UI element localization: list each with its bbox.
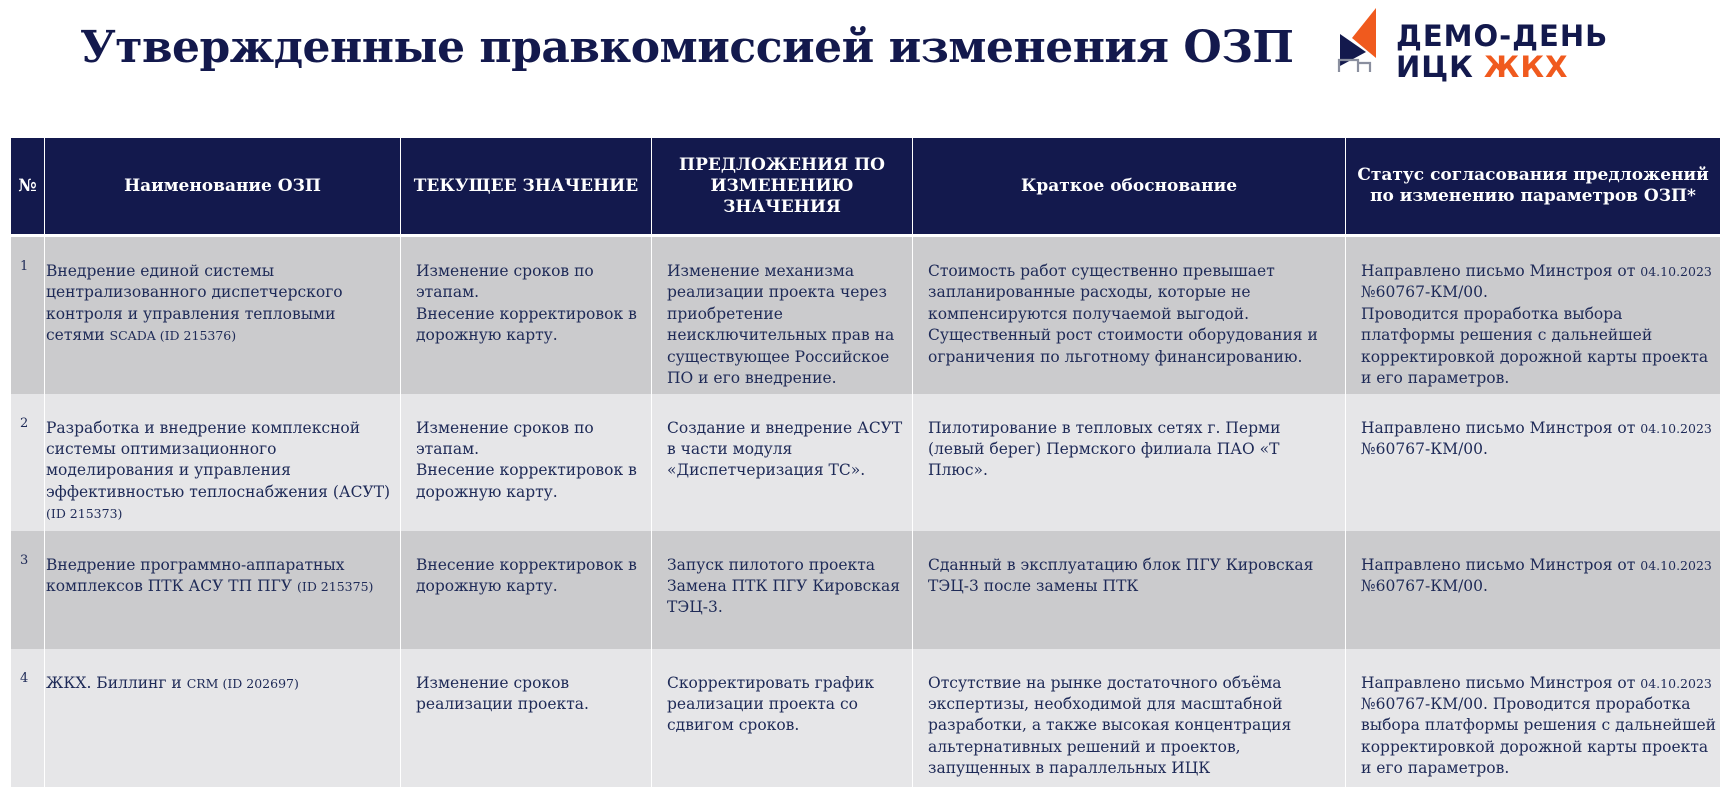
row-current-text: Изменение сроков по этапам. Внесение корректировок в дорожную карту. [416,262,637,345]
header-reason: Краткое обоснование [913,138,1346,236]
row-proposal: Запуск пилотого проекта Замена ПТК ПГУ Кировская ТЭЦ-3. [652,531,913,649]
row-status-date: 04.10.2023 [1640,420,1712,436]
row-status [1346,531,1721,649]
row-proposal: Скорректировать график реализации проекта со сдвигом сроков. [652,649,913,787]
row-status-date: 04.10.2023 [1640,557,1712,573]
row-status-lead: Направлено письмо Минстроя от [1361,418,1636,437]
row-num: 2 [11,394,45,531]
row-name-id: SCADA (ID 215376) [109,328,237,344]
row-name-text: Внедрение программно-аппаратных комплексов ПТК АСУ ТП ПГУ [46,555,345,595]
logo-text-zhkh: ЖКХ [1483,50,1569,84]
row-status-extra: Проводится проработка выбора платформы решения с дальнейшей корректировкой дорожной карты проекта и его параметров. [1361,304,1709,388]
header-current: ТЕКУЩЕЕ ЗНАЧЕНИЕ [401,138,652,236]
row-reason: Пилотирование в тепловых сетях г. Перми (левый берег) Пермского филиала ПАО «Т Плюс». [913,394,1346,531]
row-name [45,236,401,394]
row-status-date: 04.10.2023 [1640,264,1712,279]
row-status-doc: №60767-КМ/00. [1361,439,1488,458]
row-name-id: CRM (ID 202697) [186,675,299,691]
row-status [1346,236,1721,394]
table-row [11,649,1721,787]
row-status-doc: №60767-КМ/00. [1361,283,1488,302]
logo-text-line2 [1396,51,1568,83]
logo-text-line1: ДЕМО-ДЕНЬ [1396,19,1609,53]
row-status-lead: Направлено письмо Минстроя от [1361,262,1636,280]
row-name-id: (ID 215375) [297,578,374,594]
row-proposal: Изменение механизма реализации проекта через приобретение неисключительных прав на существующее Российское ПО и его внедрение. [652,236,913,394]
row-status-doc: №60767-КМ/00. [1361,694,1488,713]
page-title: Утвержденные правкомиссией изменения ОЗП [80,22,1294,73]
row-status-doc: №60767-КМ/00. [1361,576,1488,595]
header-name: Наименование ОЗП [45,138,401,236]
row-reason [913,236,1346,394]
row-name-text: Внедрение единой системы централизованного диспетчерского контроля и управления тепловыми сетями [46,262,343,345]
row-reason-text: Стоимость работ существенно превышает запланированные расходы, которые не компенсируются получаемой выгодой. Существенный рост стоимости оборудования и ограничения по льготному финансированию. [928,262,1318,366]
row-num: 4 [11,649,45,787]
row-status-lead: Направлено письмо Минстроя от [1361,673,1636,692]
row-name-id: (ID 215373) [46,506,123,522]
row-name [45,531,401,649]
table-header-row [11,138,1721,236]
logo-text-icc: ИЦК [1396,50,1474,84]
row-reason: Сданный в эксплуатацию блок ПГУ Кировская ТЭЦ-3 после замены ПТК [913,531,1346,649]
demo-day-logo [1336,8,1656,88]
logo-house-icon [1336,8,1396,78]
row-status [1346,394,1721,531]
header-status: Статус согласования предложений по изменению параметров ОЗП* [1346,138,1721,236]
header-num: № [11,138,45,236]
row-status-lead: Направлено письмо Минстроя от [1361,555,1636,574]
row-current: Изменение сроков реализации проекта. [401,649,652,787]
row-name-text: Разработка и внедрение комплексной системы оптимизационного моделирования и управления эффективностью теплоснабжения (АСУТ) [46,418,391,501]
row-name-text: ЖКХ. Биллинг и [46,673,182,692]
row-current [401,236,652,394]
row-num: 3 [11,531,45,649]
row-reason: Отсутствие на рынке достаточного объёма экспертизы, необходимой для масштабной разработки, а также высокая концентрация альтернативных решений и проектов, запущенных в параллельных ИЦК [913,649,1346,787]
row-proposal: Создание и внедрение АСУТ в части модуля «Диспетчеризация ТС». [652,394,913,531]
row-current [401,394,652,531]
ozp-changes-table [10,138,1721,787]
row-current: Внесение корректировок в дорожную карту. [401,531,652,649]
header-proposal: ПРЕДЛОЖЕНИЯ ПО ИЗМЕНЕНИЮ ЗНАЧЕНИЯ [652,138,913,236]
row-name [45,394,401,531]
row-current-text: Изменение сроков по этапам. Внесение корректировок в дорожную карту. [416,418,637,501]
table-row [11,531,1721,649]
row-num: 1 [11,236,45,394]
table-row [11,236,1721,394]
row-status-extra: Проводится проработка выбора платформы решения с дальнейшей корректировкой дорожной карты проекта и его параметров. [1361,694,1716,778]
row-name [45,649,401,787]
row-status-date: 04.10.2023 [1640,675,1712,691]
row-status [1346,649,1721,787]
table-row [11,394,1721,531]
